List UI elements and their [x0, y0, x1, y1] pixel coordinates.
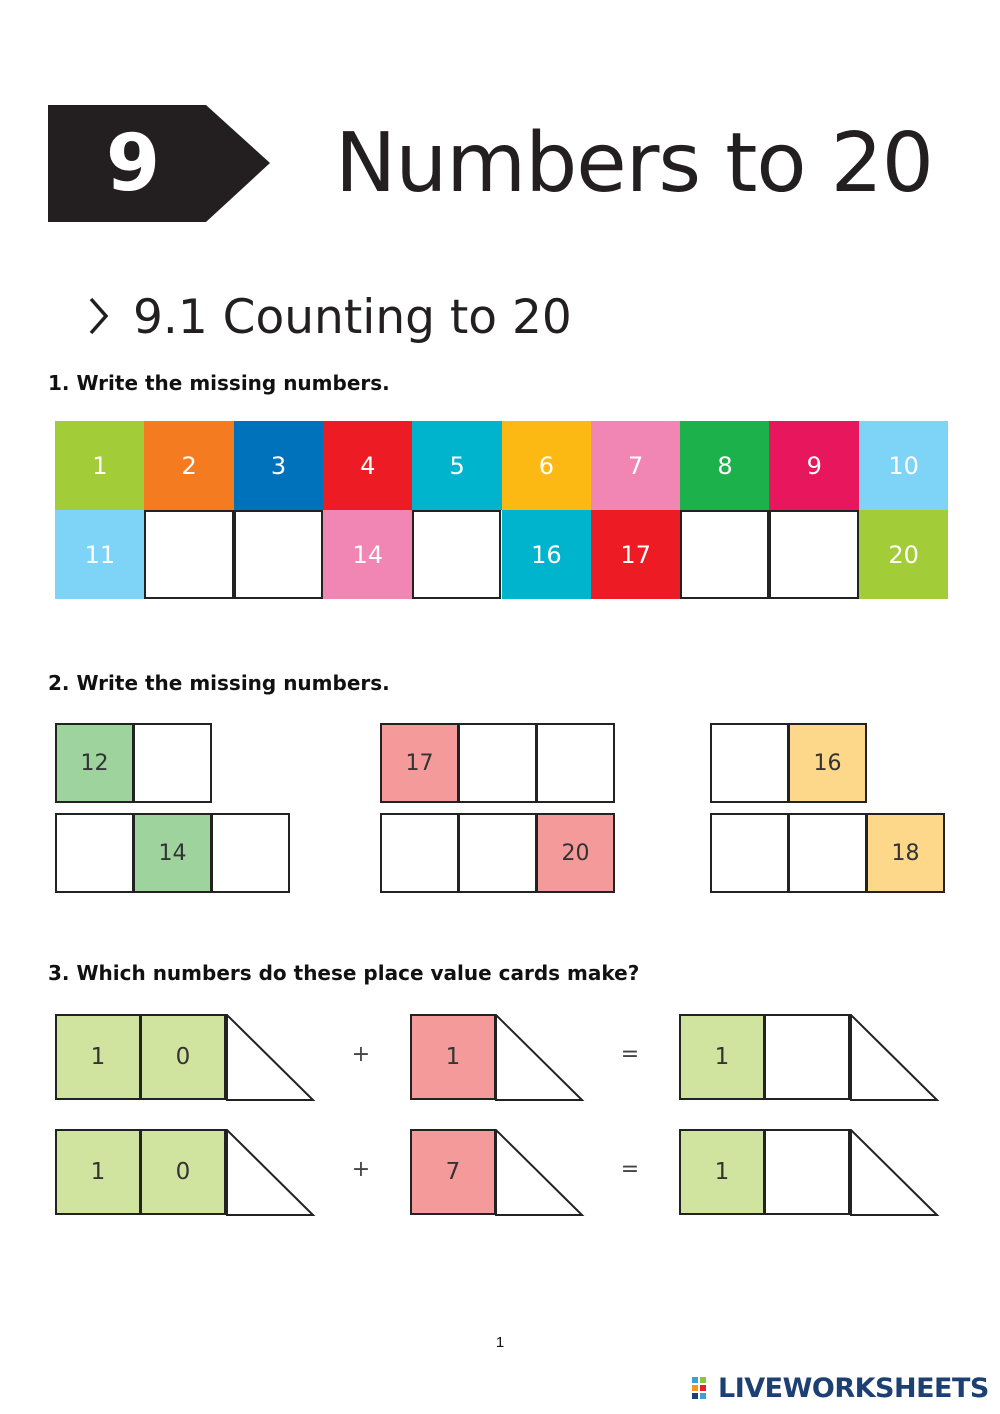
number-cell: 17 [591, 510, 681, 599]
question-1-prompt: 1. Write the missing numbers. [48, 371, 390, 395]
ones-card-digit: 1 [410, 1014, 496, 1100]
number-cell: 11 [55, 510, 145, 599]
number-cell: 9 [769, 421, 859, 510]
number-cell: 2 [144, 421, 234, 510]
sequence-number-box: 12 [55, 723, 134, 803]
number-cell: 10 [859, 421, 949, 510]
number-cell: 4 [323, 421, 413, 510]
equals-sign: = [620, 1042, 640, 1067]
number-cell: 20 [859, 510, 949, 599]
card-tab-triangle [495, 1014, 585, 1102]
question-3-prompt: 3. Which numbers do these place value cards make? [48, 961, 640, 985]
sequence-number-box: 18 [866, 813, 945, 893]
chapter-number: 9 [105, 118, 161, 209]
result-tens-digit: 1 [679, 1014, 765, 1100]
number-cell: 8 [680, 421, 770, 510]
question-2-prompt: 2. Write the missing numbers. [48, 671, 390, 695]
number-cell: 3 [234, 421, 324, 510]
card-tab-triangle [226, 1014, 316, 1102]
equals-sign: = [620, 1157, 640, 1182]
number-cell: 5 [412, 421, 502, 510]
number-cell: 6 [502, 421, 592, 510]
liveworksheets-logo-icon [692, 1377, 714, 1401]
number-cell: 1 [55, 421, 145, 510]
page-number: 1 [495, 1334, 505, 1351]
plus-sign: + [351, 1157, 371, 1182]
card-tab-triangle [850, 1014, 940, 1102]
tens-card-digit: 0 [140, 1129, 226, 1215]
number-cell: 16 [502, 510, 592, 599]
result-tens-digit: 1 [679, 1129, 765, 1215]
number-cell: 14 [323, 510, 413, 599]
sequence-number-box: 20 [536, 813, 615, 893]
result-answer-box[interactable] [764, 1129, 850, 1215]
result-answer-box[interactable] [764, 1014, 850, 1100]
number-cell: 7 [591, 421, 681, 510]
plus-sign: + [351, 1042, 371, 1067]
sequence-number-box: 16 [788, 723, 867, 803]
section-title: 9.1 Counting to 20 [133, 290, 572, 345]
card-tab-triangle [495, 1129, 585, 1217]
ones-card-digit: 7 [410, 1129, 496, 1215]
tens-card-digit: 1 [55, 1129, 141, 1215]
tens-card-digit: 0 [140, 1014, 226, 1100]
chapter-title: Numbers to 20 [335, 116, 933, 211]
card-tab-triangle [226, 1129, 316, 1217]
sequence-number-box: 14 [133, 813, 212, 893]
tens-card-digit: 1 [55, 1014, 141, 1100]
sequence-number-box: 17 [380, 723, 459, 803]
liveworksheets-brand: LIVEWORKSHEETS [718, 1373, 989, 1404]
card-tab-triangle [850, 1129, 940, 1217]
